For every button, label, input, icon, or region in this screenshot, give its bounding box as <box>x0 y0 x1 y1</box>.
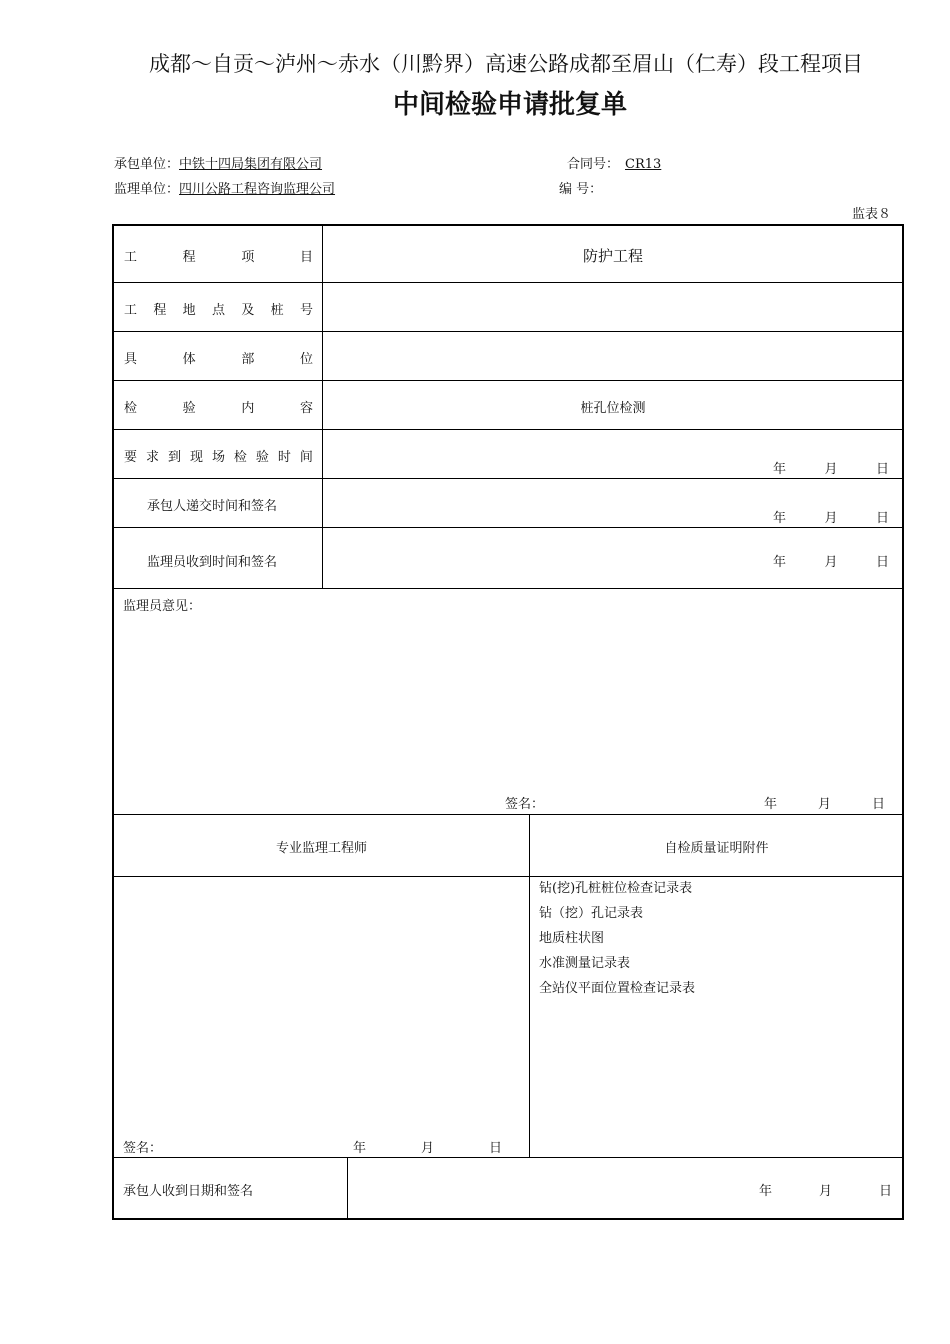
contractor-label: 承包单位： <box>114 157 180 172</box>
submit-label: 承包人递交时间和签名 <box>147 499 278 514</box>
content-value: 桩孔位检测 <box>580 401 646 416</box>
attachment-item: 钻(挖)孔桩桩位检查记录表 <box>539 881 693 896</box>
serial-label: 编 号： <box>559 182 603 197</box>
received-date: 年 月 日 <box>773 555 889 570</box>
project-item-value: 防护工程 <box>582 247 643 265</box>
submit-date: 年 月 日 <box>773 511 889 526</box>
footer-label: 承包人收到日期和签名 <box>123 1184 254 1199</box>
supervisor-value: 四川公路工程咨询监理公司 <box>179 182 336 197</box>
supervisor-line <box>114 178 335 197</box>
part-label: 具 体 部 位 <box>124 352 313 367</box>
required-time-label: 要 求 到 现 场 检 验 时 间 <box>124 450 313 465</box>
project-item-label: 工 程 项 目 <box>124 250 313 265</box>
engineer-date: 年 月 日 <box>353 1141 502 1156</box>
received-label: 监理员收到时间和签名 <box>147 555 278 570</box>
attachment-item: 钻（挖）孔记录表 <box>539 906 644 921</box>
contractor-line <box>114 153 322 172</box>
approval-form-table <box>112 224 904 1220</box>
contract-no-line <box>567 153 664 172</box>
contract-no-label: 合同号： <box>567 157 620 172</box>
attachment-item: 水准测量记录表 <box>539 956 631 971</box>
contractor-value: 中铁十四局集团有限公司 <box>179 157 323 172</box>
form-code: 监表８ <box>852 207 892 222</box>
supervisor-label: 监理单位： <box>114 182 180 197</box>
footer-date: 年 月 日 <box>759 1184 892 1199</box>
opinion-date: 年 月 日 <box>764 797 885 812</box>
location-label: 工 程 地 点 及 桩 号 <box>124 303 313 318</box>
opinion-sign-label: 签名： <box>505 797 545 812</box>
project-title: 成都～自贡～泸州～赤水（川黔界）高速公路成都至眉山（仁寿）段工程项目 <box>149 52 863 76</box>
contract-no-value: CR13 <box>625 157 662 172</box>
page-title: 中间检验申请批复单 <box>392 90 627 120</box>
engineer-sign-label: 签名： <box>123 1141 163 1156</box>
required-time-date: 年 月 日 <box>773 462 889 477</box>
attachment-item: 全站仪平面位置检查记录表 <box>539 981 696 996</box>
opinion-label: 监理员意见： <box>123 599 202 614</box>
attachments-list <box>539 876 695 1001</box>
attachments-header: 自检质量证明附件 <box>664 841 769 856</box>
content-label: 检 验 内 容 <box>124 401 313 416</box>
serial-line <box>559 178 630 197</box>
engineer-header: 专业监理工程师 <box>275 841 367 856</box>
attachment-item: 地质柱状图 <box>539 931 605 946</box>
